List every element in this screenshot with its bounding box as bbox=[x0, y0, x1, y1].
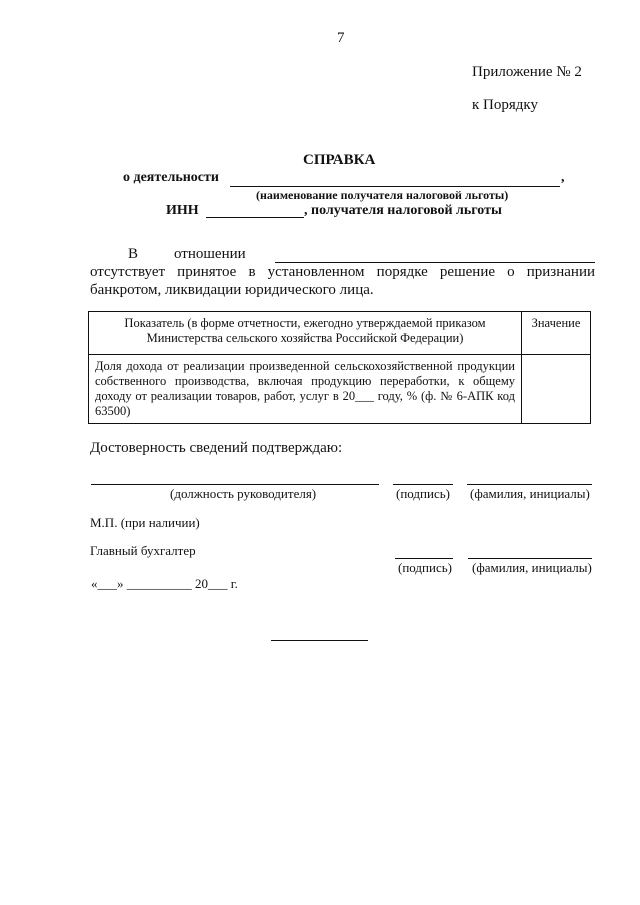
recipient-name-hint: (наименование получателя налоговой льготы) bbox=[256, 188, 509, 202]
header-value-cell: Значение bbox=[522, 312, 591, 355]
indicator-table bbox=[88, 311, 591, 424]
statement-word-in: В bbox=[128, 246, 139, 262]
accountant-name-hint: (фамилия, инициалы) bbox=[472, 560, 592, 575]
signature-field[interactable] bbox=[393, 484, 453, 485]
page-number: 7 bbox=[337, 30, 345, 46]
inn-recipient-label: , получателя налоговой льготы bbox=[304, 203, 502, 218]
row-value-cell[interactable] bbox=[522, 355, 591, 424]
header-indicator-cell: Показатель (в форме отчетности, ежегодно утверждаемой приказом Министерства сельского хозяйства Российской Федерации) bbox=[89, 312, 522, 355]
table-header-row bbox=[89, 312, 591, 355]
appendix-label: Приложение № 2 bbox=[472, 64, 582, 80]
table-row bbox=[89, 355, 591, 424]
inn-label: ИНН bbox=[166, 203, 199, 218]
statement-line-3: банкротом, ликвидации юридического лица. bbox=[90, 282, 374, 298]
accountant-label: Главный бухгалтер bbox=[90, 543, 196, 558]
order-reference: к Порядку bbox=[472, 97, 538, 113]
recipient-name-field[interactable] bbox=[230, 186, 560, 187]
accountant-signature-field[interactable] bbox=[395, 558, 453, 559]
name-hint: (фамилия, инициалы) bbox=[470, 486, 590, 501]
position-field[interactable] bbox=[91, 484, 379, 485]
statement-entity-field[interactable] bbox=[275, 262, 595, 263]
activity-label: о деятельности bbox=[123, 170, 219, 185]
row-indicator-cell: Доля дохода от реализации произведенной сельскохозяйственной продукции собственного производства, включая продукцию переработки, к общему доходу от реализации товаров, работ, услуг в 20___ году, % (ф. № 6-АПК код 63500) bbox=[89, 355, 522, 424]
accountant-name-field[interactable] bbox=[468, 558, 592, 559]
footer-divider bbox=[271, 640, 368, 641]
position-hint: (должность руководителя) bbox=[170, 486, 317, 501]
confirmation-text: Достоверность сведений подтверждаю: bbox=[90, 440, 343, 456]
date-line[interactable]: «___» __________ 20___ г. bbox=[91, 576, 238, 591]
signature-hint: (подпись) bbox=[396, 486, 450, 501]
document-title: СПРАВКА bbox=[303, 152, 376, 168]
statement-line-2: отсутствует принятое в установленном порядке решение о признании bbox=[90, 264, 595, 280]
stamp-label: М.П. (при наличии) bbox=[90, 515, 200, 530]
statement-word-regarding: отношении bbox=[174, 246, 246, 262]
name-field[interactable] bbox=[467, 484, 592, 485]
inn-field[interactable] bbox=[206, 217, 304, 218]
activity-comma: , bbox=[561, 170, 565, 185]
accountant-signature-hint: (подпись) bbox=[398, 560, 452, 575]
